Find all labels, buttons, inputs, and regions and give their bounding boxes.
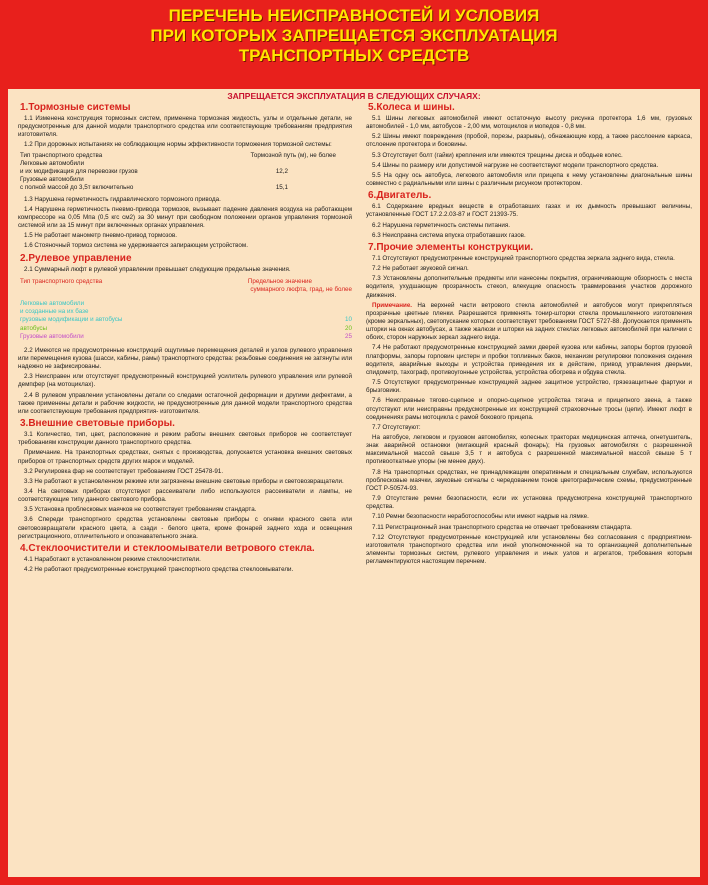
table-cell: автобусы	[20, 324, 48, 332]
paragraph: 7.8 На транспортных средствах, не принадлежащим оперативным и специальным службам, используются проблесковые маячки, звуковые сигналы с чередованием тонов цветографические схемы, предусмотренные ГОСТ Р-50574-93.	[366, 468, 692, 492]
paragraph: 1.5 Не работает манометр пневмо-привод тормозов.	[24, 232, 178, 240]
paragraph: 2.2 Имеются не предусмотренные конструкций ощутимые перемещения деталей и узлов рулевого управления или перемещения кузова (шасси, кабины, рамы) транспортного средства: резьбовые соединения не затянуты или надежно не зафиксированы.	[18, 346, 352, 371]
paragraph: 4.2 Не работают предусмотренные конструкцией транспортного средства стеклоомыватели.	[24, 566, 294, 574]
table-cell: Легковые автомобили	[20, 159, 85, 167]
paragraph: 5.2 Шины имеют повреждения (пробой, порезы, разрывы), обнажающие корд, а также расслоение каркаса, отслоение протектора и боковины.	[366, 133, 692, 149]
table-value: 15,1	[275, 184, 288, 192]
paragraph: 5.1 Шины легковых автомобилей имеют остаточную высоту рисунка протектора 1,6 мм, грузовых автомобилей - 1,0 мм, автобусов - 2,00 мм, мотоциклов и мопедов - 0,8 мм.	[366, 115, 692, 131]
paragraph: 2.1 Суммарный люфт в рулевой управлении превышает следующие предельные значения.	[24, 265, 291, 273]
table-value: 20	[345, 324, 352, 332]
paragraph: 1.4 Нарушена герметичность пневмо-привода тормозов, вызывает падение давления воздуха на работающем компрессоре на 0,05 Мпа (0,5 кгс см2) за 30 минут при свободном положении органов управления тормозной системой или за 15 минут при включенных органах управления.	[18, 205, 352, 230]
paragraph: 3.1 Количество, тип, цвет, расположение и режим работы внешних световых приборов не соответствует требованиям конструкции данного транспортного средства.	[18, 431, 352, 447]
paragraph: Примечание. На транспортных средствах, снятых с производства, допускается установка внешних световых приборов от транспортных средств других марок и моделей.	[18, 449, 352, 465]
paragraph: 7.11 Регистрационный знак транспортного средства не отвечает требованиям стандарта.	[372, 523, 632, 531]
paragraph: 7.1 Отсутствуют предусмотренные конструкцией транспортного средства зеркала заднего вида, стекла.	[372, 254, 675, 262]
paragraph: 3.5 Установка проблесковых маячков не соответствует требованиям стандарта.	[24, 506, 257, 514]
paragraph: 7.3 Установлены дополнительные предметы или нанесены покрытия, ограничивающие обзорность с места водителя, ухудшающие прозрачность стекол, влекущие опасность травмирования участков дорожного движения.	[366, 275, 692, 299]
paragraph: 1.6 Стояночный тормоз система не удерживается запирающем устройством.	[24, 242, 248, 250]
title-line-1: ПЕРЕЧЕНЬ НЕИСПРАВНОСТЕЙ И УСЛОВИЯ	[168, 6, 540, 25]
paragraph: 7.9 Отсутствие ремни безопасности, если их установка предусмотрена конструкцией транспортного средства.	[366, 495, 692, 511]
section-title-engine: 6.Двигатель.	[368, 190, 432, 202]
note-label: Примечание.	[372, 301, 413, 309]
table-header: Тип транспортного средства	[20, 277, 103, 285]
note-paragraph	[366, 302, 692, 343]
section-title-wipers: 4.Стеклоочистители и стеклоомыватели ветрового стекла.	[20, 542, 315, 554]
paragraph: 7.5 Отсутствуют предусмотренные конструкцией заднее защитное устройство, грязезащитные фартуки и брызговики.	[366, 379, 692, 395]
table-cell: и созданные на их базе	[20, 308, 89, 316]
paragraph: 5.3 Отсутствует болт (гайки) крепления или имеются трещины диска и ободьев колес.	[372, 151, 623, 159]
table-header: Тормозной путь (м), не более	[250, 151, 336, 159]
paragraph: 3.2 Регулировка фар не соответствует требованиям ГОСТ 25478-91.	[24, 467, 224, 475]
paragraph: 6.1 Содержание вредных веществ в отработавших газах и их дымность превышают величины, установленные ГОСТ 17.2.2.03-87 и ГОСТ 21393-75.	[366, 203, 692, 219]
table-cell: и их модификация для перевозки грузов	[20, 168, 138, 176]
paragraph: 7.2 Не работает звуковой сигнал.	[372, 265, 469, 273]
table-cell: Грузовые автомобили	[20, 332, 84, 340]
table-cell: Грузовые автомобили	[20, 176, 84, 184]
paragraph: 6.2 Нарушена герметичность системы питания.	[372, 221, 511, 229]
table-cell: с полной массой до 3,5т включительно	[20, 184, 134, 192]
paragraph: 5.4 Шины по размеру или допустимой нагрузке не соответствуют модели транспортного средства.	[372, 161, 659, 169]
paragraph: 6.3 Неисправна система впуска отработавших газов.	[372, 231, 526, 239]
paragraph: 4.1 Наработают в установленном режиме стеклоочистители.	[24, 555, 201, 563]
left-column	[18, 101, 352, 576]
paragraph: 3.6 Спереди транспортного средства установлены световые приборы с огнями красного света или световозвращатели красного цвета, а сзади - белого цвета, кроме фонарей заднего хода и освещения регистрационного, отличительного и опознавательного знака.	[18, 516, 352, 540]
paragraph: 7.6 Неисправные тягово-сцепное и опорно-сцепное устройства тягача и прицепного звена, а также отсутствуют или неисправны предусмотренные их конструкцией страховочные тросы (цепи). Имеют люфт в соединениях рамы мотоцикла с рамой бокового прицепа.	[366, 397, 692, 421]
braking-table	[20, 152, 352, 193]
paragraph: 7.12 Отсутствуют предусмотренные конструкцией или установлены без согласования с предприятием-изготовителя транспортного средства или иной уполномоченной на то организацией дополнительные элементы тормозных систем, рулевого управления и иных узлов и агрегатов, требования которым регламентируются настоящим перечнем.	[366, 533, 692, 566]
section-title-brakes: 1.Тормозные системы	[20, 102, 131, 113]
table-cell: Легковые автомобили	[20, 300, 85, 308]
paragraph: 7.7 Отсутствуют:	[372, 423, 421, 431]
paragraph: 5.5 На одну ось автобуса, легкового автомобиля или прицепа к нему установлены диагональные шины совместно с радиальными или шины с различным рисунком протектором.	[366, 171, 692, 188]
paragraph: 2.4 В рулевом управлении установлены детали со следами остаточной деформации и другими дефектами, а также применены детали и рабочие жидкости, не предусмотренные для данной модели транспортного средства или соответствующие требования предприятия- изготовителя.	[18, 391, 352, 415]
section-title-other: 7.Прочие элементы конструкции.	[368, 241, 534, 253]
paragraph: 1.2 При дорожных испытаниях не соблюдающие нормы эффективности торможения тормозной системы:	[24, 141, 332, 149]
table-value: 12,2	[275, 168, 288, 176]
section-title-steering: 2.Рулевое управление	[20, 252, 132, 264]
section-title-wheels: 5.Колеса и шины.	[368, 102, 455, 113]
paragraph: 2.3 Неисправен или отсутствует предусмотренный конструкцией усилитель рулевого управления или рулевой демпфер (на мотоциклах).	[18, 373, 352, 389]
note-text: На верхней части ветрового стекла автомобилей и автобусов могут прикрепляться прозрачные цветные пленки. Разрешается применять тонир-шторки стекла промышленного изготовления (кроме зеркальных), светопускание которых соответствует требованиям ГОСТ 5727-88. Допускается применять шторки на окнах автобусах, а также жалюзи и шторки на задних стеклах легковых автомобилей при наличии с обоих, сторон наружных зеркал заднего вида.	[366, 301, 692, 342]
paragraph: 1.3 Нарушена герметичность гидравлического тормозного привода.	[24, 195, 221, 203]
table-header: Предельное значение	[247, 277, 312, 285]
paragraph: 1.1 Изменена конструкция тормозных систем, применена тормозная жидкость, узлы и отдельные детали, не предусмотренные для данной модели транспортного средства или соответствующие требованиям предприятия изготовителя.	[18, 115, 352, 139]
paragraph: 7.10 Ремни безопасности неработоспособны или имеют надрыв на лямке.	[372, 513, 589, 521]
steering-table	[20, 278, 352, 341]
title-line-3: ТРАНСПОРТНЫХ СРЕДСТВ	[238, 46, 470, 65]
paragraph: На автобусе, легковом и грузовом автомобилях, колесных тракторах медицинская аптечка, огнетушитель, знак аварийной остановки (мигающий красный фонарь); На грузовых автомобилях с разрешенной максимальной массой свыше 3,5 т и автобуса с разрешенной максимальной массой свыше 5 т противооткатные упоры (не менее двух).	[366, 434, 692, 466]
paragraph: 3.3 Не работают в установленном режиме или загрязнены внешние световые приборы и световозвращатели.	[24, 477, 344, 485]
table-value: 25	[345, 332, 352, 340]
poster-title	[0, 6, 708, 66]
subheader: ЗАПРЕЩАЕТСЯ ЭКСПЛУАТАЦИЯ В СЛЕДУЮЩИХ СЛУЧАЯХ:	[227, 91, 481, 101]
table-header: суммарного люфта, град, не более	[250, 285, 352, 293]
right-column	[366, 101, 692, 568]
table-cell: грузовые модификации и автобусы	[20, 316, 123, 324]
paragraph: 3.4 На световых приборах отсутствуют рассеиватели либо используются рассеиватели и лампы, не соответствующие типу данного светового прибора.	[18, 488, 352, 504]
section-title-lights: 3.Внешние световые приборы.	[20, 418, 175, 430]
title-line-2: ПРИ КОТОРЫХ ЗАПРЕЩАЕТСЯ ЭКСПЛУАТАЦИЯ	[150, 26, 558, 45]
table-header: Тип транспортного средства	[20, 151, 103, 159]
table-value: 10	[345, 316, 352, 324]
content-panel	[8, 89, 700, 877]
paragraph: 7.4 Не работают предусмотренные конструкцией замки дверей кузова или кабины, запоры бортов грузовой платформы, запоры горловин цистерн и пробки топливных баков, механизм регулировки положения сидения водителя, аварийные выходы и устройства приведения их в действие, привод управления дверьми, спидометр, тахограф, противоугонные устройства, устройства обогрева и обдува стекла.	[366, 344, 692, 376]
